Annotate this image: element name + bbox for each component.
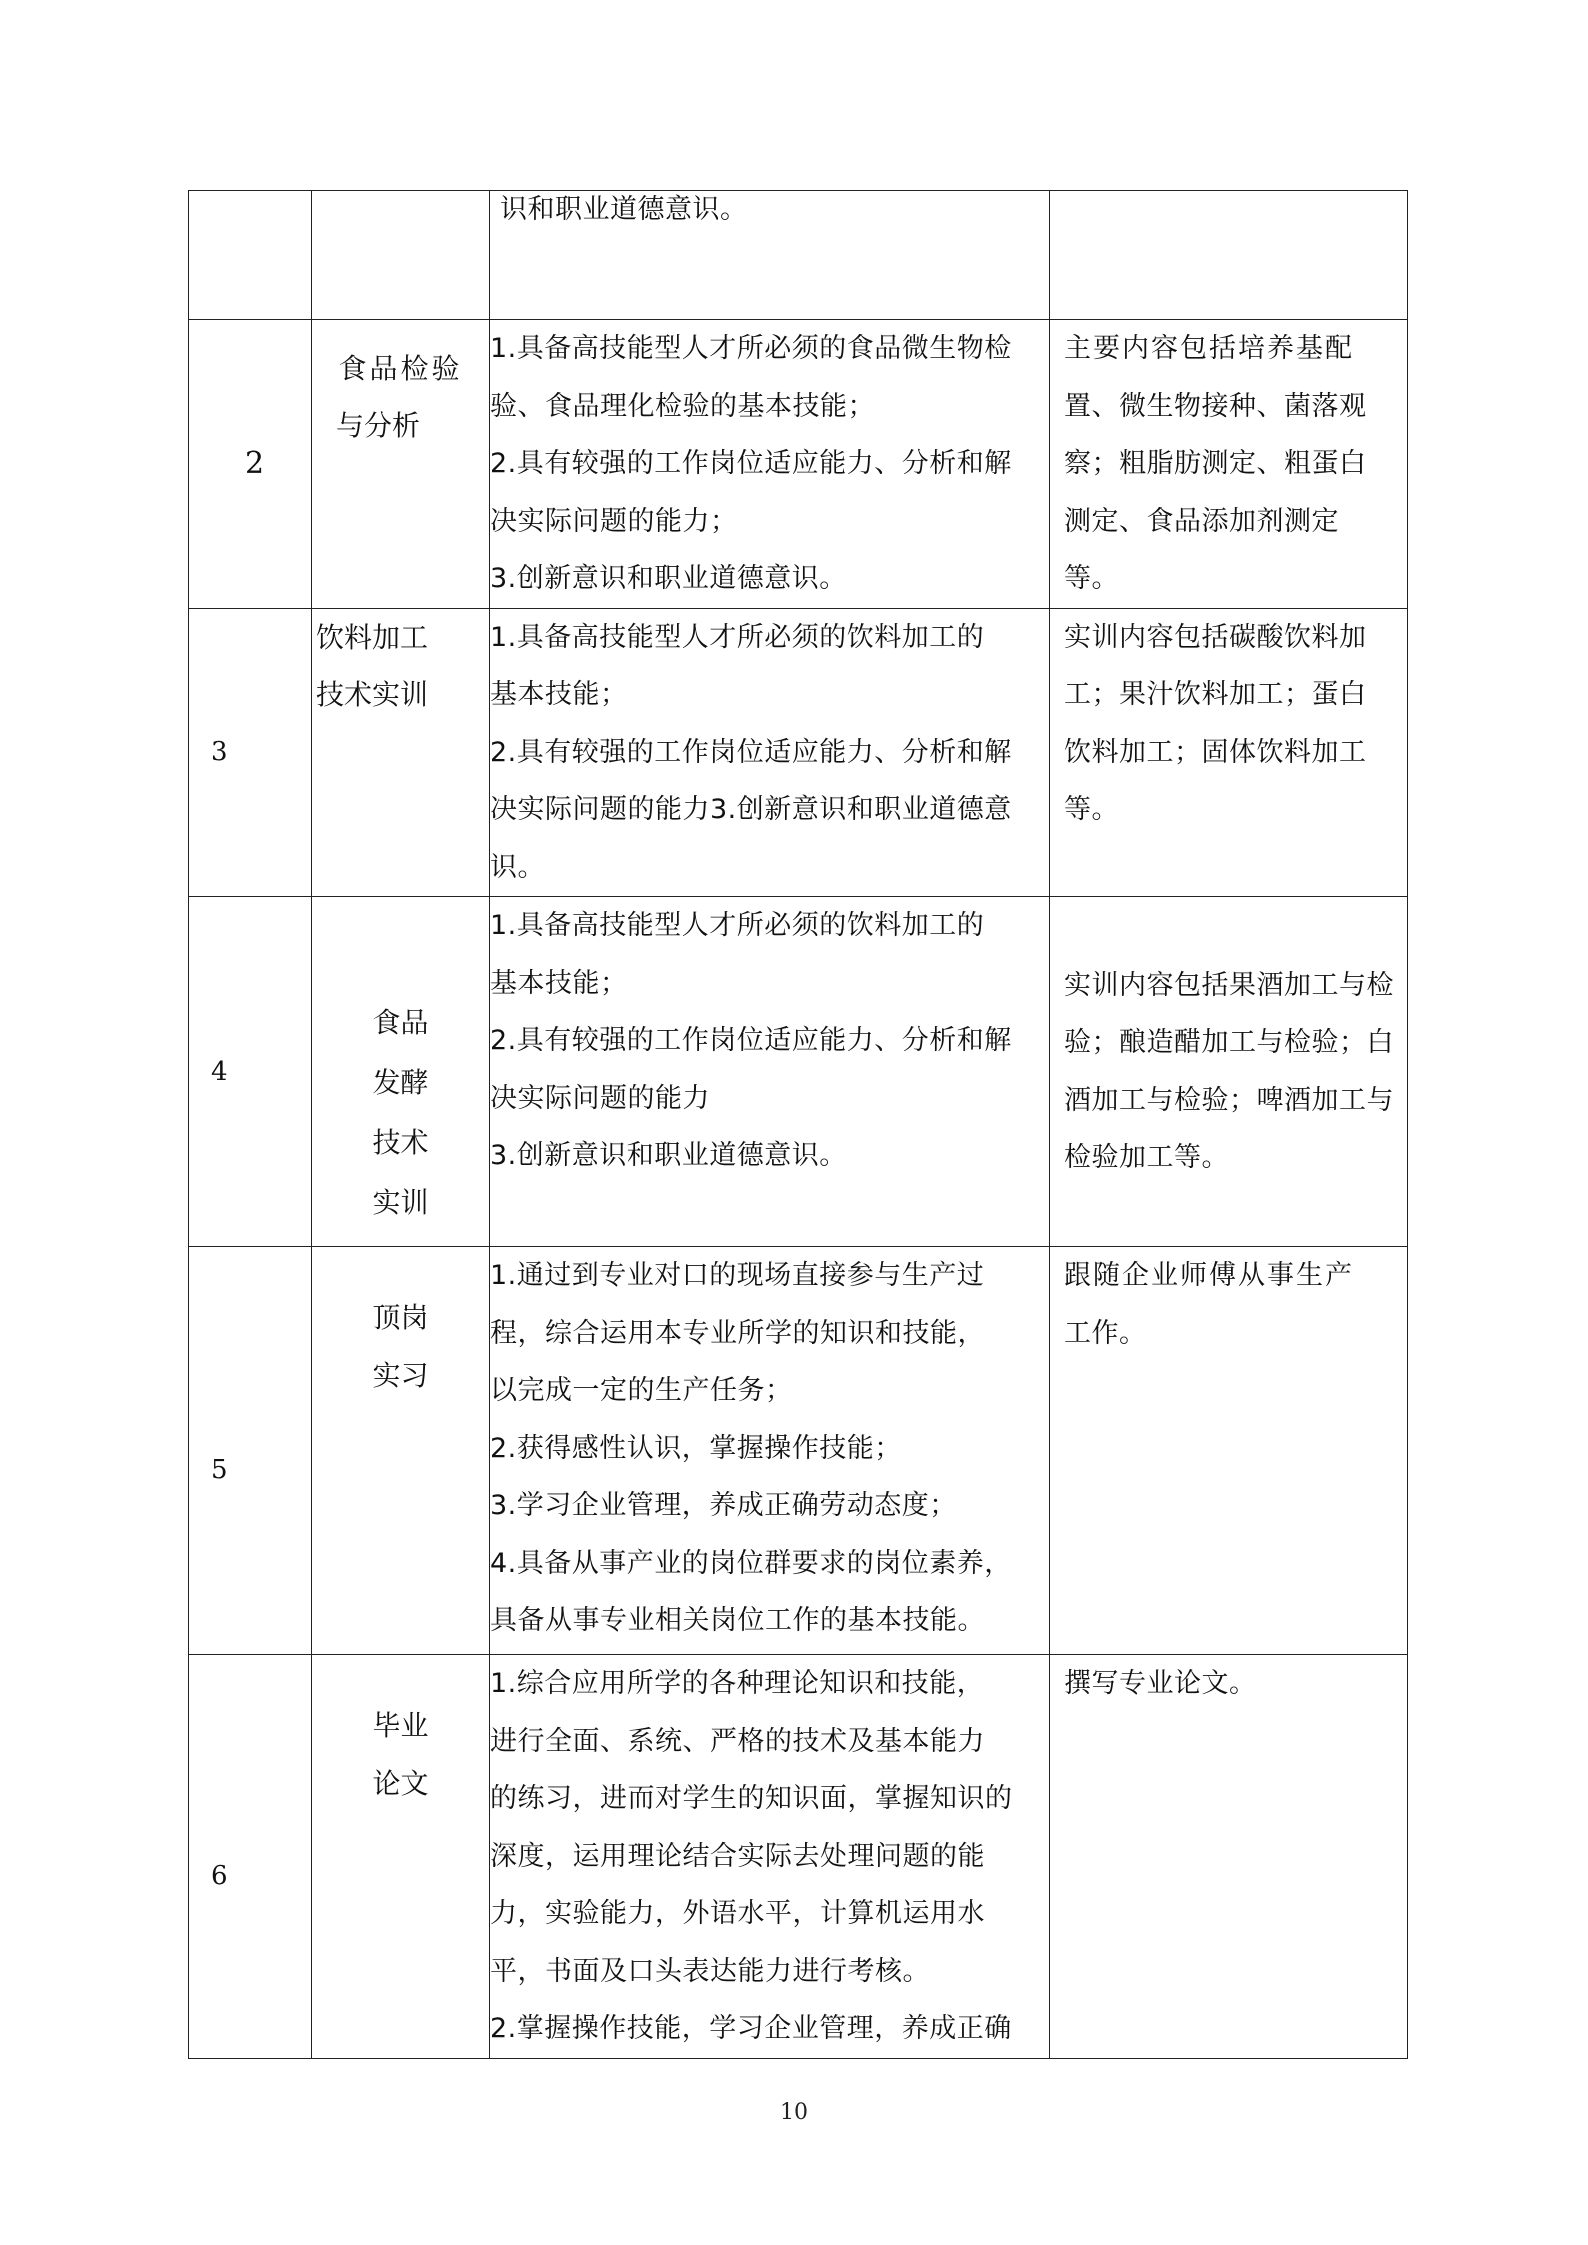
content-cell (1050, 320, 1408, 609)
table-row (189, 1655, 1408, 2059)
course-name-line: 技术实训 (316, 677, 429, 711)
objective-line: 2.具有较强的工作岗位适应能力、分析和解 (490, 1025, 1012, 1056)
content-line: 察；粗脂肪测定、粗蛋白 (1064, 448, 1367, 479)
course-name-cell (312, 191, 490, 320)
content-line: 撰写专业论文。 (1064, 1668, 1257, 1699)
row-number-cell: 4 (189, 897, 312, 1247)
training-table (188, 190, 1408, 2059)
content-line: 验；酿造醋加工与检验；白 (1064, 1027, 1394, 1058)
objective-line: 进行全面、系统、严格的技术及基本能力 (490, 1725, 985, 1757)
content-line: 等。 (1064, 794, 1119, 825)
table-row (189, 608, 1408, 897)
objective-line: 验、食品理化检验的基本技能； (490, 390, 875, 422)
objective-line: 的练习，进而对学生的知识面，掌握知识的 (490, 1783, 1013, 1814)
course-name-line: 与分析 (336, 409, 421, 442)
row-number-cell (189, 191, 312, 320)
objective-line: 识和职业道德意识。 (500, 194, 748, 225)
objective-line: 1.具备高技能型人才所必须的饮料加工的 (490, 910, 985, 941)
course-name-cell (312, 608, 490, 897)
objective-cell (490, 1655, 1050, 2059)
course-name-cell (312, 897, 490, 1247)
content-cell (1050, 897, 1408, 1247)
course-name-cell (312, 1655, 490, 2059)
objective-line: 2.获得感性认识，掌握操作技能； (490, 1432, 902, 1464)
objective-line: 1.具备高技能型人才所必须的饮料加工的 (490, 621, 985, 653)
objective-line: 程，综合运用本专业所学的知识和技能， (490, 1317, 985, 1349)
row-number-cell: 3 (189, 608, 312, 897)
objective-cell (490, 191, 1050, 320)
course-name-line: 论文 (372, 1767, 429, 1800)
course-name-cell (312, 320, 490, 609)
objective-line: 以完成一定的生产任务； (490, 1375, 793, 1406)
objective-line: 2.掌握操作技能，学习企业管理，养成正确 (490, 2013, 1012, 2044)
course-name-line: 技术 (372, 1126, 429, 1159)
objective-line: 基本技能； (490, 679, 628, 710)
content-line: 置、微生物接种、菌落观 (1064, 390, 1367, 422)
table-row (189, 1247, 1408, 1655)
objective-line: 决实际问题的能力 (490, 1082, 710, 1114)
course-name-cell (312, 1247, 490, 1655)
table-row (189, 897, 1408, 1247)
content-cell (1050, 608, 1408, 897)
course-name-line: 食品检验 (338, 352, 463, 385)
row-number-cell: 6 (189, 1655, 312, 2059)
objective-line: 4.具备从事产业的岗位群要求的岗位素养， (490, 1547, 1012, 1579)
content-line: 工；果汁饮料加工；蛋白 (1064, 679, 1367, 710)
course-name-line: 毕业 (372, 1709, 429, 1742)
objective-cell (490, 608, 1050, 897)
course-name-line: 饮料加工 (316, 620, 429, 654)
objective-line: 力，实验能力，外语水平，计算机运用水 (490, 1898, 985, 1929)
objective-cell (490, 897, 1050, 1247)
objective-cell (490, 320, 1050, 609)
content-line: 饮料加工；固体饮料加工 (1064, 736, 1367, 768)
content-line: 等。 (1064, 563, 1119, 594)
course-name-line: 实习 (372, 1359, 429, 1392)
table-row (189, 191, 1408, 320)
objective-line: 深度，运用理论结合实际去处理问题的能 (490, 1840, 985, 1872)
row-number-cell: 5 (189, 1247, 312, 1655)
objective-line: 识。 (490, 851, 545, 883)
objective-line: 1.综合应用所学的各种理论知识和技能， (490, 1668, 985, 1699)
content-line: 实训内容包括碳酸饮料加 (1064, 621, 1367, 653)
content-line: 酒加工与检验；啤酒加工与 (1064, 1084, 1394, 1116)
objective-line: 1.具备高技能型人才所必须的食品微生物检 (490, 333, 1012, 364)
page-number: 10 (780, 2100, 808, 2125)
content-cell (1050, 1655, 1408, 2059)
content-line: 工作。 (1064, 1317, 1147, 1349)
content-line: 检验加工等。 (1064, 1142, 1229, 1173)
objective-line: 3.创新意识和职业道德意识。 (490, 1140, 847, 1171)
course-name-line: 食品 (372, 1006, 429, 1039)
content-cell (1050, 1247, 1408, 1655)
course-name-line: 实训 (372, 1186, 429, 1219)
objective-line: 1.通过到专业对口的现场直接参与生产过 (490, 1260, 985, 1291)
content-line: 主要内容包括培养基配 (1064, 333, 1354, 364)
content-line: 测定、食品添加剂测定 (1064, 505, 1339, 537)
course-name-line: 发酵 (372, 1066, 429, 1099)
content-line: 跟随企业师傅从事生产 (1064, 1260, 1354, 1291)
objective-line: 2.具有较强的工作岗位适应能力、分析和解 (490, 448, 1012, 479)
objective-line: 3.创新意识和职业道德意识。 (490, 563, 847, 594)
row-number-cell: 2 (189, 320, 312, 609)
objective-cell (490, 1247, 1050, 1655)
table-row (189, 320, 1408, 609)
objective-line: 3.学习企业管理，养成正确劳动态度； (490, 1490, 957, 1521)
course-name-line: 顶岗 (372, 1301, 429, 1334)
objective-line: 2.具有较强的工作岗位适应能力、分析和解 (490, 736, 1012, 768)
content-cell (1050, 191, 1408, 320)
objective-line: 平，书面及口头表达能力进行考核。 (490, 1955, 930, 1987)
objective-line: 具备从事专业相关岗位工作的基本技能。 (490, 1605, 985, 1636)
content-line: 实训内容包括果酒加工与检 (1064, 969, 1394, 1001)
objective-line: 基本技能； (490, 967, 628, 999)
objective-line: 决实际问题的能力； (490, 505, 738, 537)
objective-line: 决实际问题的能力3.创新意识和职业道德意 (490, 794, 1012, 825)
